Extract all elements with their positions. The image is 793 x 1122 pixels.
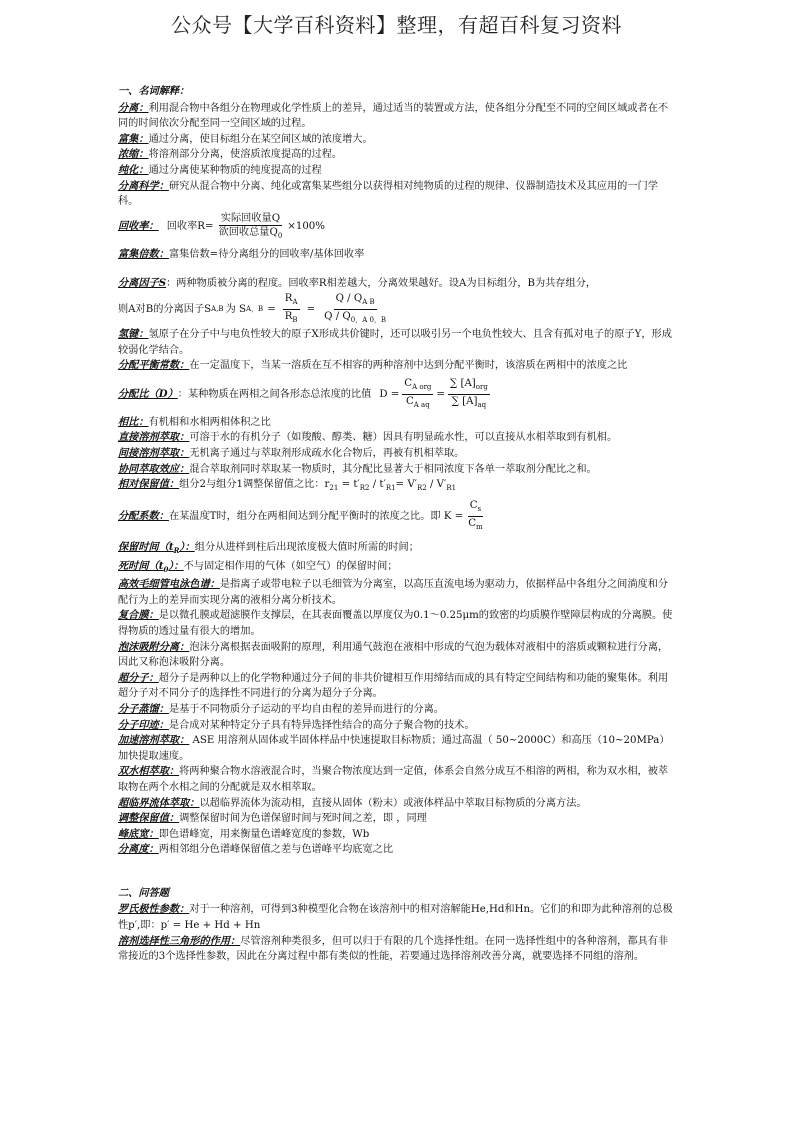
definition-term: 浓缩： — [118, 148, 149, 161]
definition-term: 分子蒸馏： — [118, 702, 169, 715]
definition-text: 将溶剂部分分离，使溶质浓度提高的过程。 — [148, 149, 343, 161]
definition-term: 泡沫吸附分离： — [118, 640, 190, 653]
dr-c-den-sub: A aq — [413, 400, 430, 409]
recovery-den-text: 欲回收总量Q — [218, 226, 278, 238]
definition-term: 分配系数： — [118, 509, 169, 522]
relative-retention — [118, 477, 678, 497]
dr-s-num-text: ∑ [A] — [449, 377, 476, 389]
definition-text: 在一定温度下，当某一溶质在互不相容的两种溶剂中达到分配平衡时，该溶质在两相中的浓度之比 — [189, 360, 628, 372]
definition-text: 通过分离使某种物质的纯度提高的过程 — [148, 164, 322, 176]
rr-s2: R2 — [359, 484, 370, 493]
rr-r4: / V′ — [426, 479, 447, 491]
separation-factor-formula — [118, 292, 678, 327]
definition-text: ：两种物质被分离的程度。回收率R相差越大，分离效果越好。设A为目标组分，B为共存组分， — [166, 278, 597, 290]
sf-q-num — [334, 292, 377, 310]
dr-d: D = — [379, 388, 400, 400]
term-end: ）： — [168, 559, 184, 572]
sf-q-den-sub: 0，A 0，B — [350, 316, 387, 325]
sf-q-num-text: Q / Q — [335, 292, 363, 304]
definition-item — [118, 276, 678, 292]
sf-sub: A,B — [211, 304, 224, 313]
definition-term: 富集： — [118, 132, 149, 145]
definition-item — [118, 796, 678, 812]
definition-text: 是合成对某种特定分子具有特异选择性结合的高分子聚合物的技术。 — [168, 719, 475, 731]
rr-r2: / t′ — [369, 479, 386, 491]
definition-item — [118, 415, 678, 431]
sf-r-den — [283, 310, 300, 327]
definition-item — [118, 842, 678, 858]
dr-c-den — [404, 395, 432, 412]
qa-term: 罗氏极性参数： — [118, 903, 190, 916]
definition-item — [118, 718, 678, 734]
pc-num-sub: s — [477, 504, 482, 513]
sf-line: 则A对B的分离因子S — [118, 303, 212, 315]
definition-term: 高效毛细管电泳色谱： — [118, 578, 220, 591]
term-sub: R — [173, 545, 180, 555]
sf-r-den-sub: B — [292, 316, 298, 325]
dr-s-den-sub: aq — [477, 400, 487, 409]
pc-num — [468, 499, 483, 517]
definition-text: 研究从混合物中分离、纯化或富集某些组分以获得相对纯物质的过程的规律、仪器制造技术及其应用的一门学科。 — [118, 180, 658, 208]
definition-text: 混合萃取剂同时萃取某一物质时，其分配比显著大于相同浓度下各单一萃取剂分配比之和。 — [189, 463, 597, 475]
section-title-definitions: 一、名词解释： — [118, 85, 190, 97]
sf-eq: = — [267, 303, 276, 315]
definition-term: 峰底宽： — [118, 827, 159, 840]
definition-item — [118, 827, 678, 843]
definition-item — [118, 327, 678, 358]
definition-term: 双水相萃取： — [118, 765, 180, 778]
sf-r-fraction — [283, 292, 300, 327]
document-body — [118, 84, 678, 965]
definition-item — [118, 764, 678, 795]
sf-q-den — [322, 310, 388, 327]
qa-item — [118, 934, 678, 965]
sf-q-den-text: Q / Q — [324, 311, 351, 322]
sf-sub2: A，B — [245, 304, 264, 313]
spacer — [118, 858, 678, 886]
definition-text: 是以微孔膜或超滤膜作支撑层，在其表面覆盖以厚度仅为0.1～0.25μm的致密的均质膜作壁障层构成的分离膜。使得物质的透过量有很大的增加。 — [118, 610, 673, 637]
recovery-suffix: ×100% — [287, 221, 325, 233]
pc-fraction — [466, 499, 484, 534]
definition-text: 利用混合物中各组分在物理或化学性质上的差异，通过适当的装置或方法，使各组分分配至不同的空间区域或者在不同的时间依次分配至同一空间区域的过程。 — [118, 102, 669, 130]
definition-term: 超临界流体萃取： — [118, 796, 200, 809]
definition-term: 超分子： — [118, 671, 159, 684]
definition-term: 分离科学： — [118, 179, 169, 192]
dr-c-num-sub: A org — [412, 382, 432, 391]
rr-s4: R2 — [417, 484, 427, 493]
dr-c-num — [402, 377, 433, 395]
definition-term: 分离： — [118, 101, 149, 114]
definition-text: 即色谱峰宽，用来衡量色谱峰宽度的参数，Wb — [158, 828, 370, 840]
definition-text: 泡沫分离根据表面吸附的原理，利用通气鼓泡在液相中形成的气泡为载体对液相中的溶质或颗粒进行分离，因此又称泡沫吸附分离。 — [118, 641, 669, 669]
dr-c-fraction — [402, 377, 433, 412]
sf-r-num-text: R — [284, 292, 293, 304]
definition-term: 富集倍数： — [118, 247, 169, 260]
recovery-den-sub: 0 — [277, 231, 283, 240]
partition-coefficient — [118, 499, 678, 534]
definition-text: 可溶于水的有机分子（如羧酸、醇类、糖）因具有明显疏水性，可以直接从水相萃取到有机相。 — [189, 432, 618, 444]
term-sub: 0 — [163, 564, 169, 574]
rr-sub: 21 — [329, 484, 339, 493]
definition-term: 调整保留值： — [118, 812, 180, 825]
definition-item — [118, 702, 678, 718]
sf-r-num — [283, 292, 300, 310]
qa-text: 尽管溶剂种类很多，但可以归于有限的几个选择性组。在同一选择性组中的各种溶剂，都具有非常接近的3个选择性参数，因此在分离过程中都有类似的性能，若要通过选择溶剂改善分离，就要选择不同组的溶剂。 — [118, 935, 669, 963]
definition-item — [118, 101, 678, 132]
definition-term: 回收率： — [118, 220, 159, 233]
term-a: 死时间（t — [118, 559, 164, 572]
rr-rest: = t′ — [338, 479, 360, 491]
section-title-qa: 二、问答题 — [118, 886, 169, 899]
definition-term: 分配平衡常数： — [118, 359, 190, 372]
definition-item — [118, 462, 678, 478]
definition-term: 加速溶剂萃取： — [118, 734, 190, 747]
term-end: ）： — [179, 540, 195, 553]
definition-item — [118, 132, 678, 148]
sf-mid: 为 S — [225, 303, 246, 315]
definition-text: ASE 用溶剂从固体或半固体样品中快速提取目标物质；通过高温（ 50~2000C）和高压（10~20MPa）加快提取速度。 — [118, 735, 670, 762]
dr-s-den-text: ∑ [A] — [451, 395, 478, 407]
definition-item — [118, 640, 678, 671]
spacer — [118, 262, 678, 276]
rr-s5: R1 — [446, 484, 457, 493]
definition-item — [118, 608, 678, 639]
pc-text: 在某温度T时，组分在两相间达到分配平衡时的浓度之比。即 K = — [168, 510, 464, 522]
definition-text: 是基于不同物质分子运动的平均自由程的差异而进行的分离。 — [168, 703, 444, 715]
dr-s-num-sub: org — [475, 382, 488, 391]
sf-eq2: = — [306, 303, 316, 315]
sf-r-num-sub: A — [292, 298, 298, 306]
dr-c-den-text: C — [405, 395, 414, 407]
definition-item — [118, 247, 678, 263]
definition-term: 直接溶剂萃取： — [118, 431, 190, 444]
definition-text: 通过分离，使目标组分在某空间区域的浓度增大。 — [148, 133, 373, 145]
definition-text: 是指离子或带电粒子以毛细管为分离室，以高压直流电场为驱动力，依据样品中各组分之间淌度和分配行为上的差异而实现分离的液相分离分析技术。 — [118, 579, 669, 606]
definition-term: 分离度： — [118, 843, 159, 856]
definition-item — [118, 577, 678, 608]
qa-item — [118, 902, 678, 933]
definition-term: 协同萃取效应： — [118, 462, 190, 475]
recovery-numerator: 实际回收量Q — [220, 212, 281, 224]
dr-eq: = — [436, 388, 445, 400]
definition-text: 有机相和水相两相体积之比 — [148, 416, 271, 428]
sf-q-num-sub: A B — [362, 298, 375, 306]
distribution-ratio — [118, 377, 678, 412]
definition-item — [118, 671, 678, 702]
definition-term: 分配比（D） — [118, 387, 178, 400]
recovery-formula — [118, 212, 678, 243]
recovery-fraction — [217, 212, 285, 243]
definition-text: 超分子是两种以上的化学物种通过分子间的非共价键相互作用缔结而成的具有特定空间结构和功能的聚集体。利用超分子对不同分子的选择性不同进行的分离为超分子分离。 — [118, 672, 669, 700]
definition-text: 氢原子在分子中与电负性较大的原子X形成共价键时，还可以吸引另一个电负性较大、且含有孤对电子的原子Y，形成较弱化学结合。 — [118, 329, 672, 356]
definition-term: 氢键： — [118, 328, 149, 341]
definition-item — [118, 147, 678, 163]
definition-term: 分离因子S — [118, 277, 167, 290]
sf-q-fraction — [322, 292, 388, 327]
definition-text: 调整保留时间为色谱保留时间与死时间之差，即 ，同理 — [179, 813, 427, 825]
definition-term: 相比： — [118, 415, 149, 428]
rr-s3: R1 — [385, 484, 396, 493]
recovery-denominator — [217, 226, 285, 243]
term-a: 保留时间（t — [118, 540, 174, 553]
definition-text: 无机离子通过与萃取剂形成疏水化合物后，再被有机相萃取。 — [189, 448, 465, 460]
definition-item — [118, 540, 678, 559]
definition-item — [118, 163, 678, 179]
definition-item — [118, 446, 678, 462]
qa-term: 溶剂选择性三角形的作用： — [118, 934, 241, 947]
pc-den-sub: m — [476, 522, 483, 531]
definition-text: ：某种物质在两相之间各形态总浓度的比值 — [177, 388, 372, 400]
definition-term: 间接溶剂萃取： — [118, 447, 190, 460]
qa-text: 对于一种溶剂，可得到3种模型化合物在该溶剂中的相对溶解能He,Hd和Hn。它们的和即为此种溶剂的总极性p′,即：p′ = He + Hd + Hn — [118, 904, 673, 932]
recovery-label: 回收率R= — [166, 221, 214, 233]
definition-text: 两相邻组分色谱峰保留值之差与色谱峰平均底宽之比 — [158, 844, 394, 856]
definition-text: 组分从进样到柱后出现浓度极大值时所需的时间； — [194, 541, 419, 553]
definition-term: 复合膜： — [118, 609, 159, 622]
pc-den — [466, 517, 484, 534]
dr-s-num — [448, 377, 490, 395]
definition-term: 分子印迹： — [118, 718, 169, 731]
definition-term: 相对保留值： — [118, 478, 180, 491]
definition-item — [118, 811, 678, 827]
definition-item — [118, 559, 678, 578]
definition-text: 以超临界流体为流动相，直接从固体（粉末）或液体样品中萃取目标物质的分离方法。 — [199, 797, 587, 809]
definition-term — [118, 541, 195, 553]
dr-s-den — [450, 395, 488, 412]
sf-r-den-text: R — [284, 311, 293, 322]
definition-term — [118, 560, 184, 572]
definition-text: 将两种聚合物水溶液混合时，当聚合物浓度达到一定值，体系会自然分成互不相溶的两相，称为双水相，被萃取物在两个水相之间的分配就是双水相萃取。 — [118, 766, 669, 793]
definition-item — [118, 358, 678, 374]
pc-den-text: C — [468, 517, 477, 529]
definition-text: 富集倍数=待分离组分的回收率/基体回收率 — [168, 248, 365, 260]
page-banner: 公众号【大学百科资料】整理，有超百科复习资料 — [171, 13, 622, 37]
dr-c-num-text: C — [404, 377, 413, 389]
definition-item — [118, 179, 678, 210]
rr-text: 组分2与组分1调整保留值之比：r — [179, 479, 330, 491]
rr-r3: = V′ — [395, 479, 417, 491]
definition-item — [118, 733, 678, 764]
pc-num-text: C — [469, 499, 478, 511]
definition-text: 不与固定相作用的气体（如空气）的保留时间； — [183, 560, 398, 572]
definition-item — [118, 430, 678, 446]
definition-term: 纯化： — [118, 163, 149, 176]
dr-s-fraction — [448, 377, 490, 412]
